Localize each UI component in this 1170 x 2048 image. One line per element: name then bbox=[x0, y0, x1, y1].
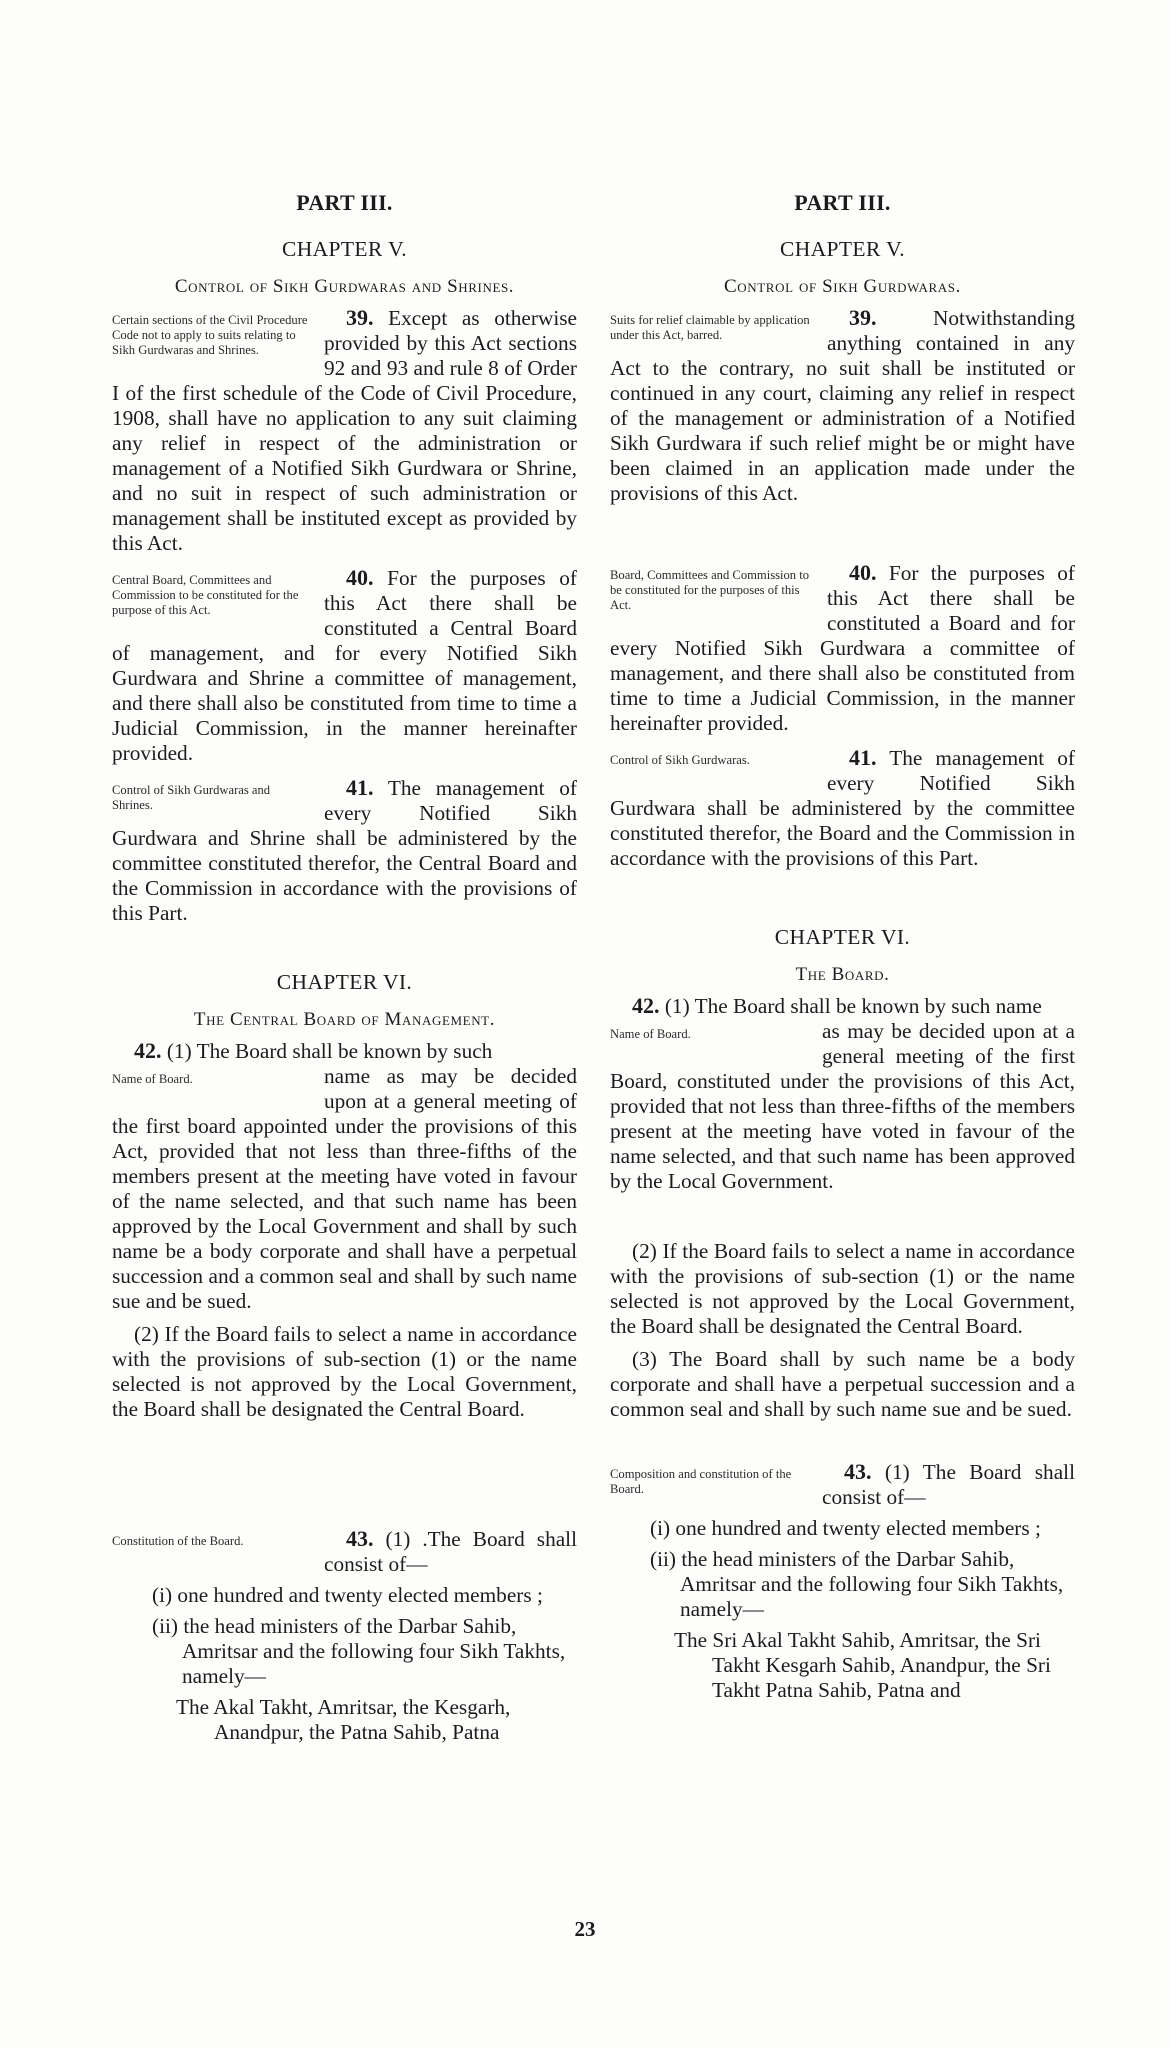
section-42 bbox=[610, 993, 1075, 1422]
section-number: 40. bbox=[849, 560, 877, 585]
list-item: (i) one hundred and twenty elected members ; bbox=[650, 1516, 1041, 1540]
section-number: 42. bbox=[134, 1038, 162, 1063]
section-text: The management of every Notified Sikh Gurdwara shall be administered by the committee constituted therefor, the Board and the Commission in accordance with the provisions of this Part. bbox=[610, 746, 1075, 870]
section-number: 43. bbox=[346, 1526, 374, 1551]
list-item: The Sri Akal Takht Sahib, Amritsar, the Sri Takht Kesgarh Sahib, Anandpur, the Sri Takht Patna Sahib, Patna and bbox=[674, 1628, 1051, 1702]
section-number: 41. bbox=[849, 745, 877, 770]
section-lead: (1) The Board shall be known by such bbox=[166, 1039, 493, 1063]
marginal-note: Suits for relief claimable by application under this Act, barred. bbox=[610, 313, 810, 342]
marginal-note: Constitution of the Board. bbox=[112, 1534, 244, 1548]
section-text: For the purposes of this Act there shall be constituted a Central Board of management, and for every Notified Sikh Gurdwara and Shrine a committee of management, and there shall also be constituted from time to time a Judicial Commission, in the manner hereinafter provided. bbox=[112, 566, 577, 765]
section-text: (1) .The Board shall consist of— bbox=[324, 1527, 578, 1576]
section-number: 43. bbox=[844, 1459, 872, 1484]
section-40 bbox=[610, 560, 1075, 736]
marginal-note: Central Board, Committees and Commission to be constituted for the purpose of this Act. bbox=[112, 573, 299, 617]
chapter-heading: CHAPTER V. bbox=[779, 237, 906, 261]
subsection-3: (3) The Board shall by such name be a body corporate and shall have a perpetual succession and a common seal and shall by such name sue and be sued. bbox=[610, 1347, 1075, 1421]
section-number: 39. bbox=[849, 305, 877, 330]
marginal-note: Name of Board. bbox=[112, 1072, 193, 1086]
section-number: 40. bbox=[346, 565, 374, 590]
item-list bbox=[152, 1583, 577, 1745]
marginal-note: Board, Committees and Commission to be constituted for the purposes of this Act. bbox=[610, 568, 810, 612]
section-text: Except as otherwise provided by this Act sections 92 and 93 and rule 8 of Order I of the first schedule of the Code of Civil Procedure, 1908, shall have no application to any suit claiming any relief in respect of the administration or management of a Notified Sikh Gurdwara or Shrine, and no suit in respect of such administration or management shall be instituted except as provided by this Act. bbox=[112, 306, 577, 555]
marginal-note: Certain sections of the Civil Procedure Code not to apply to suits relating to Sikh Gurdwaras and Shrines. bbox=[112, 313, 308, 357]
section-number: 39. bbox=[346, 305, 374, 330]
section-text: Notwithstanding anything contained in any Act to the contrary, no suit shall be instituted or continued in any court, claiming any relief in respect of the management or administration of a Notified Sikh Gurdwara if such relief might be or might have been claimed in an application made under the provisions of this Act. bbox=[610, 306, 1075, 505]
marginal-note: Composition and constitution of the Board. bbox=[610, 1467, 792, 1496]
section-41 bbox=[610, 745, 1075, 871]
section-41 bbox=[112, 775, 577, 926]
list-item: (ii) the head ministers of the Darbar Sahib, Amritsar and the following four Sikh Takhts, namely— bbox=[152, 1614, 566, 1688]
part-heading: PART III. bbox=[296, 190, 393, 215]
marginal-note: Control of Sikh Gurdwaras. bbox=[610, 753, 750, 767]
section-text: name as may be decided upon at a general meeting of the first board appointed under the provisions of this Act, provided that not less than three-fifths of the members present at the meeting have voted in favour of the name selected, and that such name has been approved by the Local Government and shall by such name be a body corporate and shall have a perpetual succession and a common seal and shall by such name sue and be sued. bbox=[112, 1064, 577, 1313]
page-number: 23 bbox=[574, 1917, 596, 1941]
item-list bbox=[650, 1516, 1075, 1703]
section-42 bbox=[112, 1038, 577, 1422]
chapter-subheading: The Central Board of Management. bbox=[193, 1009, 496, 1030]
section-text: For the purposes of this Act there shall be constituted a Board and for every Notified Sikh Gurdwara a committee of management, and there shall also be constituted from time to time a Judicial Commission, in the manner hereinafter provided. bbox=[610, 561, 1075, 735]
chapter-heading: CHAPTER V. bbox=[281, 237, 408, 261]
section-39 bbox=[610, 305, 1075, 506]
chapter-subheading: The Board. bbox=[795, 964, 890, 985]
list-item: (i) one hundred and twenty elected members ; bbox=[152, 1583, 543, 1607]
section-text: (1) The Board shall consist of— bbox=[822, 1460, 1075, 1509]
left-column bbox=[112, 190, 577, 1754]
chapter-heading: CHAPTER VI. bbox=[774, 925, 911, 949]
list-item: (ii) the head ministers of the Darbar Sahib, Amritsar and the following four Sikh Takhts, namely— bbox=[650, 1547, 1064, 1621]
section-lead: (1) The Board shall be known by such name bbox=[664, 994, 1042, 1018]
section-43 bbox=[112, 1526, 577, 1745]
part-heading: PART III. bbox=[794, 190, 891, 215]
marginal-note: Name of Board. bbox=[610, 1027, 691, 1041]
chapter-heading: CHAPTER VI. bbox=[276, 970, 413, 994]
chapter-subheading: Control of Sikh Gurdwaras. bbox=[724, 276, 961, 297]
section-text: The management of every Notified Sikh Gurdwara and Shrine shall be administered by the committee constituted therefor, the Central Board and the Commission in accordance with the provisions of this Part. bbox=[112, 776, 577, 925]
marginal-note: Control of Sikh Gurdwaras and Shrines. bbox=[112, 783, 271, 812]
chapter-subheading: Control of Sikh Gurdwaras and Shrines. bbox=[174, 276, 515, 297]
list-item: The Akal Takht, Amritsar, the Kesgarh, Anandpur, the Patna Sahib, Patna bbox=[176, 1695, 511, 1744]
section-43 bbox=[610, 1459, 1075, 1703]
section-number: 42. bbox=[632, 993, 660, 1018]
section-text: as may be decided upon at a general meeting of the first Board, constituted under the provisions of this Act, provided that not less than three-fifths of the members present at the meeting have voted in favour of the name selected, and that such name has been approved by the Local Government. bbox=[610, 1019, 1075, 1193]
subsection-2: (2) If the Board fails to select a name in accordance with the provisions of sub-section (1) or the name selected is not approved by the Local Government, the Board shall be designated the Central Board. bbox=[112, 1322, 577, 1421]
section-40 bbox=[112, 565, 577, 766]
section-number: 41. bbox=[346, 775, 374, 800]
subsection-2: (2) If the Board fails to select a name in accordance with the provisions of sub-section (1) or the name selected is not approved by the Local Government, the Board shall be designated the Central Board. bbox=[610, 1239, 1075, 1338]
section-39 bbox=[112, 305, 577, 556]
right-column bbox=[610, 190, 1075, 1712]
